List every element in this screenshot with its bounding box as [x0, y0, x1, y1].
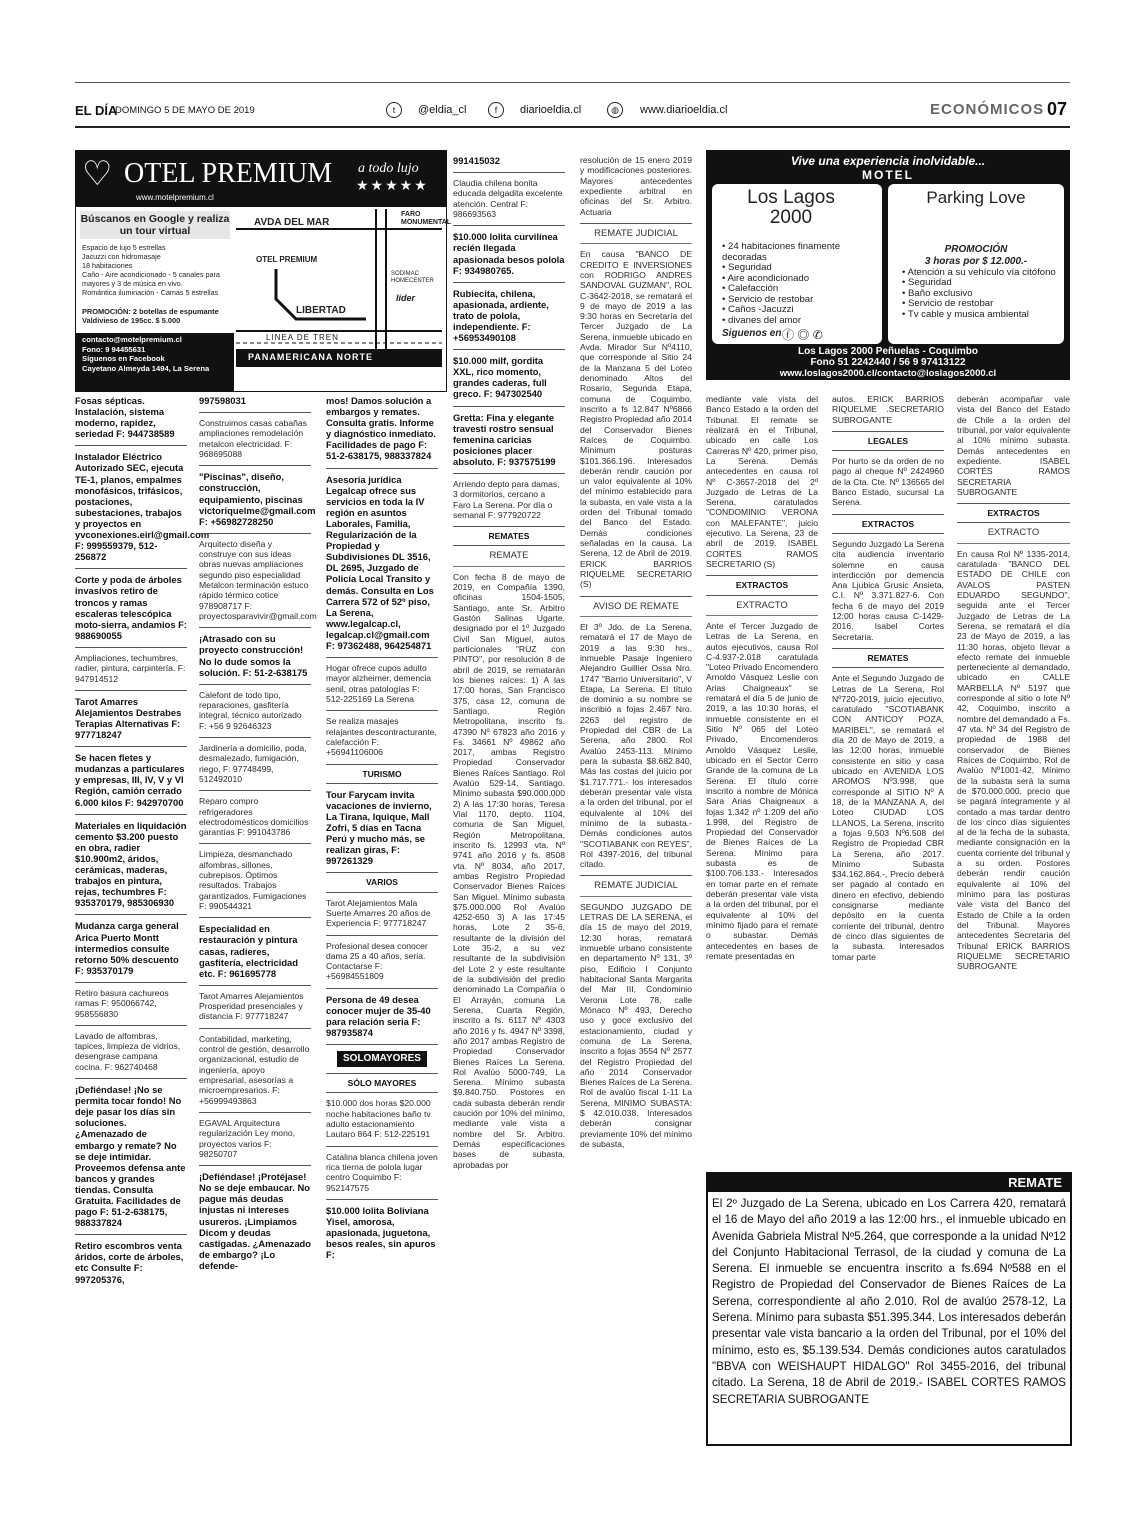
classified-ad: Construimos casas cabañas ampliaciones remodelación metalcon electricidad. F: 968695088 — [199, 413, 311, 466]
twitter-handle[interactable]: @eldia_cl — [418, 104, 467, 116]
twitter-icon: t — [386, 102, 402, 118]
section-heading-solo-mayores: SÓLO MAYORES — [326, 1074, 438, 1093]
classifieds-column-4 — [453, 150, 565, 1445]
map-label-sodimac: SODIMAC HOMECENTER — [391, 271, 434, 284]
classified-ad: ¡Defiéndase! ¡Protéjase! No se deje embaucar. No pague más deudas injustas ni intereses usureros. ¡Limpiamos Dicom y deudas castigadas. ¿Amenazado de embargo? ¡Lo defende- — [199, 1171, 312, 1271]
rating-stars: ★★★★★ — [356, 177, 429, 193]
section-heading-turismo: TURISMO — [326, 765, 438, 784]
google-tour-note: Búscanos en Google y realiza un tour virtual — [80, 213, 230, 237]
lagos-follow: Siguenos en — [722, 328, 782, 339]
legal-notice-text: En causa Rol Nº 1335-2014, caratulada "BANCO DEL ESTADO DE CHILE con AVALOS PASTEN EDUARDO SEGUNDO", seguida ante el Tercer Juzgado de Letras de La Serena, se rematará el día 23 de Mayo de 2019, a las 11:30 horas, objeto llevar a efecto remate del inmueble perteneciente al demandado, ubicado en CALLE MARBELLA Nº 5197 que corresponde al sitio o lote Nº 42, Coquimbo, inscrito a nombre del demandado a Fs. 47 vta. Nº 34 del Registro de propiedad de 1988 del conservador de Bienes Raíces de Coquimbo, Rol de Avalúo Nº1001-42, Mínimo de la subasta será la suma de $70.000.000, precio que se pagará íntegramente y al contado a mas tardar dentro de los cinco días siguientes al de la fecha de la subasta, mediante consignación en la cuenta corriente del tribunal y a su orden. Postores deberán rendir caución equivalente al 10% del mínimo para las posturas vale vista del Banco del Estado de Chile a la orden del Tribunal. Mayores antecedentes Secretaria del Tribunal ERICK BARRIOS RIQUELME SECRETARIO SUBROGANTE — [957, 548, 1070, 972]
location-map — [236, 209, 452, 389]
section-heading-extractos: EXTRACTOS — [706, 576, 818, 595]
classified-ad: EGAVAL Arquitectura regularización Ley mono, proyectos varios F: 98250707 — [199, 1113, 311, 1166]
whatsapp-icon[interactable]: ✆ — [812, 328, 823, 342]
section-heading-remates: REMATES — [453, 527, 565, 546]
classified-ad: Tarot Amarres Alejamientos Destrabes Terapias Alternativas F: 977718247 — [75, 691, 187, 747]
classified-ad: ¡Atrasado con su proyecto construcción! No lo dude somos la solución. F: 51-2-638175 — [199, 628, 311, 684]
map-label-faro: FARO MONUMENTAL — [401, 211, 452, 226]
motel-tagline: a todo lujo — [358, 161, 419, 176]
lagos-name: Los Lagos 2000 — [747, 187, 835, 228]
paper-name: EL DÍA — [75, 103, 118, 118]
map-label-lider: líder — [396, 293, 416, 303]
lagos-features: • 24 habitaciones finamente decoradas • Seguridad • Aire acondicionado • Calefacción • Servicio de restobar • Caños -Jacuzzi • divanes del amor — [722, 241, 841, 326]
legal-notice-text: SEGUNDO JUZGADO DE LETRAS DE LA SERENA, el día 15 de mayo del 2019, 12:30 horas, rematará inmueble urbano consistente en departamento Nº 131, 3º piso, Edificio I Conjunto habitacional Santa Margarita del Mar III, Condominio Verona Lote 78, calle Mónaco Nº 493, Derecho uso y goce exclusivo del estacionamiento, ciudad y comuna de La Serena, inscrito a fojas 3554 Nº 2577 del Registro Propiedad del año 2014 Conservador Bienes Raíces de La Serena. Rol de avalúo fiscal 1-11 La Serena, MINIMO SUBASTA: $ 42.010.038. Interesados deberán consignar previamente 10% del mínimo de subasta, — [580, 901, 692, 1150]
parking-name: Parking Love — [926, 188, 1026, 207]
classified-ad: Limpieza, desmanchado alfombras, sillones, cubrepisos. Óptimos resultados. Trabajos garantizados. Fumigaciones F: 990544321 — [199, 844, 311, 918]
parking-features: • Atención a su vehículo vía citófono • Seguridad • Baño exclusivo • Servicio de restobar • Tv cable y musica ambiental — [902, 267, 1056, 320]
classified-ad: Tour Farycam invita vacaciones de invierno, La Tirana, Iquique, Mall Zofri, 5 días en Tacna Perú y mucho más, se realizan giras, F: 997261329 — [326, 784, 438, 874]
lagos-phone: Fono 51 2242440 / 56 9 97413122 — [810, 357, 966, 368]
classified-ad: Claudia chilena bonita educada delgadita excelente atención. Central F: 986693563 — [453, 173, 565, 226]
notice-subheading: EXTRACTO — [706, 596, 818, 616]
legal-notice-text: Con fecha 8 de mayo de 2019, en Compañía 1390, oficinas 1504-1505, Santiago, ante Sr. Arbitro Gastón Salinas Ugarte, designado por el 1º Juzgado Civil San Miguel, autos particionales "RUZ con PINTO", por resolución 8 de abril de 2019, se rematarán los bienes raíces: 1) A las 17:00 horas, San Francisco 375, casa 12, comuna de Santiago, Región Metropolitana, inscrito fs. 47390 Nº 67823 año 2016 y Fs. 34661 Nº 49862 año 2017, ambas Registro Propiedad Conservador Bienes Raíces Santiago. Rol Avalúo 529-14, Santiago. Mínimo subasta $90.000.000 2) A las 17:30 horas, Teresa Vial 1170, depto. 1104, comuna de San Miguel, Región Metropolitana, inscrito fs. 12993 vta. Nº 9741 año 2016 y fs. 8508 vta. Nº 8034, año 2017, ambas Registro Propiedad Conservador Bienes Raíces San Miguel. Mínimo subasta $75.000.000 Rol Avalúo 4252-650 3) A las 17:45 horas, Lote 2 35-6, resultante de la división del Lote 35-2, a su vez resultante de la subdivisión del Lote 2 y este resultante de la subdivisión del predio denominado La Compañía o El Arrayán, comuna La Serena, Cuarta Región, inscrito a fs. 6117 Nº 4303 año 2016 y fs. 4947 Nº 3398, año 2017 ambas Registro de Propiedad Conservador Bienes Raíces La Serena. Rol Avalúo 5000-749, La Serena. Mínimo subasta $9.840.750. Postores en cada subasta deberán rendir caución por 10% del mínimo, mediante vale vista a nombre del Sr. Arbitro. Demás especificaciones bases de subasta, aprobadas por — [453, 571, 565, 1170]
page-number: 07 — [1047, 99, 1068, 119]
classified-ad: Retiro basura cachureos ramas F: 950066742, 958556830 — [75, 983, 187, 1026]
remate-box-text: El 2º Juzgado de La Serena, ubicado en Los Carrera 420, rematará el 16 de Mayo del año 2019 a las 12:00 hrs., el inmueble ubicado en Avenida Gabriela Mistral Nº5.264, que corresponde a la unidad Nº12 del Conjunto Habitacional Terrasol, de la ciudad y comuna de La Serena. El inmueble se encuentra inscrito a fs.694 Nº588 en el Registro de Propiedad del Conservador de Bienes Raíces de La Serena, correspondiente al año 2.010. Rol de avalúo 2578-12, La Serena. Mínimo para subasta $51.395.344. Los interesados deberán presentar vale vista bancario a la orden del Tribunal, por el 10% del mínimo, esto es, $5.139.534. Demás condiciones autos caratulados "BBVA con WEISHAUPT HIDALGO" Rol 3455-2016, del tribunal citado. La Serena, 18 de Abril de 2019.- ISABEL CORTES RAMOS SECRETARIA SUBROGANTE — [712, 1197, 1066, 1406]
classified-ad: "Piscinas", diseño, construcción, equipamiento, piscinas victoriquelme@gmail.com F: +56982728250 — [199, 466, 311, 533]
map-label-tren: LINEA DE TREN — [266, 333, 339, 342]
instagram-icon[interactable]: ◎ — [797, 328, 810, 342]
remate-box — [706, 1172, 1072, 1446]
motel-features: Espacio de lujo 5 estrellas Jacuzzi con hidromasaje 18 habitaciones Caño - Aire acondicionado - 5 canales para mayores y 3 de música en vivo. Romántica iluminación - Camas 5 estrellas — [82, 243, 220, 297]
legal-notice-text: El 3º Jdo. de La Serena, rematará el 17 de Mayo de 2019 a las 9:30 hrs., inmueble Pasaje Ingeniero Alejandro Guillier Ossa Nro. 1747 "Barrio Universitario", V Etapa, La Serena. El título de dominio a su nombre se inscribió a fojas 2.467 Nro. 2263 del registro de Propiedad del CBR de La Serena, año 2800. Rol Avalúo 2453-113. Mínimo para la subasta $8.682.840, Más las costas del juicio por $1.717.771.- los interesados deberán presentar vale vista a la orden del tribunal, por el equivalente al 10% del mínimo de la subasta.- Demás condiciones autos "SCOTIABANK con REYES", Rol 4397-2016, del tribunal citado. — [580, 617, 692, 877]
classified-ad: mos! Damos solución a embargos y remates. Consulta gratis. Informe y diagnóstico inmediato. Facilidades de pago F: 51-2-638175, 988337824 — [326, 390, 438, 469]
parking-promo-title: PROMOCIÓN — [944, 244, 1008, 255]
motel-promo: PROMOCIÓN: 2 botellas de espumante Valdivieso de 195cc. $ 5.000 — [82, 307, 219, 325]
facebook-icon[interactable]: ⓕ — [782, 328, 795, 342]
classified-ad: Contabilidad, marketing, control de gestión, desarrollo organizacional, estudio de ingeniería, apoyo empresarial, asesorías a microempresarios. F: +56999493863 — [199, 1029, 311, 1113]
classified-ad: Rubiecita, chilena, apasionada, ardiente, trato de polola, independiente. F: +56953490108 — [453, 283, 565, 350]
classifieds-column-1 — [75, 390, 210, 1445]
legal-notice-text: resolución de 15 enero 2019 y modificaciones posteriores. Mayores antecedentes expediente arbitral en oficinas del Sr. Arbitro. Actuaria — [580, 150, 692, 224]
classified-ad: $10.000 lolita Boliviana Yisel, amorosa, apasionada, juguetona, besos reales, sin apuros F: — [326, 1204, 436, 1261]
classified-ad: 991415032 — [453, 150, 565, 173]
classified-ad: Arriendo depto para damas, 3 dormitorios, cercano a Faro La Serena. Por día o semanal F: 977920722 — [453, 474, 565, 527]
section-heading-extractos: EXTRACTOS — [832, 515, 944, 534]
issue-date: DOMINGO 5 DE MAYO DE 2019 — [115, 105, 255, 116]
section-name: ECONÓMICOS — [930, 101, 1045, 118]
notice-subheading: EXTRACTO — [957, 523, 1070, 543]
classified-ad: Ampliaciones, techumbres, radier, pintura, carpintería. F: 947914512 — [75, 648, 187, 691]
legal-notice-text: deberán acompañar vale vista del Banco del Estado de Chile a la orden del tribunal, por valor equivalente al 10% mínimo subasta. Demás antecedentes en expediente. ISABEL CORTÉS RAMOS SECRETARIA SUBROGANTE — [957, 392, 1070, 504]
classified-ad: $10.000 dos horas $20.000 noche habitaciones baño tv adulto estacionamiento Lautaro 864 F: 512-225191 — [326, 1093, 438, 1146]
legal-notice-text: Por hurto se da orden de no pago al cheque Nº 2424960 de la Cta. Cte. Nº 136565 del Banco Estado, sucursal La Serena. — [832, 451, 944, 515]
legal-column-6 — [706, 392, 818, 1144]
remate-box-title: REMATE — [1008, 1175, 1062, 1190]
legal-notice-text: Segundo Juzgado La Serena cita audiencia inventario solemne en causa interdicción por demencia Ana Ljubica Grusic Ansieta, C.I. Nº 3.371.827-6. Con fecha 6 de mayo del 2019 12:00 horas causa C-1429-2016. Isabel Cortes Secretaria. — [832, 534, 944, 649]
classified-ad: Retiro escombros venta áridos, corte de árboles, etc Consulte F: 997205376, — [75, 1240, 184, 1285]
facebook-page[interactable]: diarioeldia.cl — [520, 104, 582, 116]
classified-ad: Instalador Eléctrico Autorizado SEC, ejecuta TE-1, planos, empalmes monofásicos, trifásicos, postaciones, subestaciones, trabajos y proyectos en yvconexiones.eirl@gmail.com F: 999559379, 512-256872 — [75, 446, 187, 569]
lagos-address: Los Lagos 2000 Peñuelas - Coquimbo — [797, 346, 979, 357]
lagos-web[interactable]: www.loslagos2000.cl/contacto@loslagos2000.cl — [779, 368, 997, 379]
map-label-libertad: LIBERTAD — [296, 305, 346, 316]
notice-subheading: AVISO DE REMATE — [580, 597, 692, 617]
classified-ad: Materiales en liquidación cemento $3.200 puesto en obra, radier $10.900m2, áridos, cerámicas, maderas, trabajos en pintura, rejas, techumbres F: 935370179, 985306930 — [75, 815, 187, 916]
legal-notice-text: En causa "BANCO DE CREDITO E INVERSIONES con RODRIGO ANDRES SANDOVAL GUZMAN", ROL C-3642-2018, se rematará el 9 de mayo de 2019 a las 9:30 horas en Secretaría del Tercer Juzgado de La Serena, inmueble ubicado en Avda. Mirador Sur Nº4110, que corresponde al Sitio 24 de la Manzana 5 del Loteo denominado Altos del Rosario, Segunda Etapa, comuna de Coquimbo, inscrito a fs 12.847 Nº6866 Registro Propiedad año 2014 del Conservador Bienes Raíces de Coquimbo. Mínimum posturas $101.366.196. Interesados deberán rendir caución por un valor equivalente al 10% del mínimo establecido para la subasta, en vale vista a la orden del Tribunal tomado del Banco del Estado. Demás condiciones señaladas en la causa. La Serena, 12 de Abril de 2019. ERICK BARRIOS RIQUELME SECRETARIO (S) — [580, 244, 692, 596]
classified-ad: Se realiza masajes relajantes descontracturante, calefacción F: +56941106006 — [326, 711, 438, 764]
classified-ad: Jardinería a domicilio, poda, desmalezado, fumigación, riego, F: 97748499, 512492010 — [199, 738, 311, 791]
classified-ad: Profesional desea conocer dama 25 a 40 años, seria. Contactarse F: +56984551809 — [326, 936, 438, 989]
classified-ad: Corte y poda de árboles invasivos retiro de troncos y ramas escaleras telescópica moto-sierra, andamios F: 988690055 — [75, 569, 187, 648]
classified-ad: Persona de 49 desea conocer mujer de 35-40 para relación seria F: 987935874 — [326, 989, 438, 1045]
classified-ad: $10.000 lolita curvilínea recién llegada apasionada besos polola F: 934980765. — [453, 226, 565, 282]
classified-ad: $10.000 milf, gordita XXL, rico momento, grandes caderas, full greco. F: 947302540 — [453, 350, 565, 406]
classified-ad: Gretta: Fina y elegante travesti rostro sensual femenina caricias posiciones placer absoluto. F: 937575199 — [453, 407, 565, 474]
classified-ad: Fosas sépticas. Instalación, sistema moderno, rapidez, seriedad F: 944738589 — [75, 390, 187, 446]
classified-ad: Calefont de todo tipo, reparaciones, gasfitería integral, técnico autorizado F: +56 9 92646323 — [199, 685, 311, 738]
website-link[interactable]: www.diarioeldia.cl — [640, 104, 728, 116]
notice-subheading: REMATE JUDICIAL — [580, 876, 692, 896]
legal-column-8 — [957, 392, 1070, 1144]
notice-subheading: REMATE JUDICIAL — [580, 224, 692, 244]
lagos-motel-label: MOTEL — [862, 168, 914, 182]
los-lagos-ad — [706, 150, 1070, 380]
classified-ad: Catalina blanca chilena joven rica tierna de polola lugar centro Coquimbo F: 952147575 — [326, 1147, 438, 1200]
legal-notice-text: Ante el Segundo Juzgado de Letras de La Serena, Rol Nº720-2019, juicio ejecutivo, caratulado "SCOTIABANK CON ANTICOY POZA, MARIBEL", se rematará el día 20 de Mayo de 2019, a las 12:00 horas, inmueble consistente en sitio y casa ubicado en AVENIDA LOS AROMOS Nº3.998, que corresponde al SITIO Nº A 18, de la MANZANA A, del Loteo CIUDAD LOS LLANOS, La Serena, inscrito a fojas 9.503 Nº6.508 del Registro de Propiedad CBR La Serena, año 2017. Mínimo Subasta $34.162.864.-, Precio deberá ser pagado al contado en dinero en efectivo, debiendo consignarse mediante depósito en la cuenta corriente del tribunal, dentro de cinco días siguientes de la subasta. Interesados tomar parte — [832, 673, 944, 962]
section-heading-varios: VARIOS — [326, 873, 438, 892]
lagos-headline: Vive una experiencia inolvidable... — [790, 154, 986, 168]
page-header — [75, 100, 1070, 122]
classified-ad: ¡Defiéndase! ¡No se permita tocar fondo! No deje pasar los días sin soluciones. ¿Amenazado de embargo y remate? No se deje intimidar. Proveemos defensa ante bancos y grandes tiendas. Consulta Gratuita. Facilidades de pago F: 51-2-638175, 988337824 — [75, 1079, 187, 1235]
legal-column-7 — [832, 392, 944, 1144]
classified-ad: 997598031 — [199, 390, 311, 413]
classifieds-column-2 — [199, 390, 317, 1445]
parking-promo: 3 horas por $ 12.000.- — [924, 256, 1028, 267]
legal-notice-text: Ante el Tercer Juzgado de Letras de La Serena, en autos ejecutivos, causa Rol C-4.937-2.018 caratulada "Loteo Privado Encomendero Arnoldo Vásquez Leslie con Arias Chaigneaux" se rematará el día 5 de junio de 2019, a las 10:30 horas, el inmueble consistente en el Sitio Nº 065 del Loteo Privado, Encomenderos Arnoldo Vásquez Leslie, ubicado en el Sector Cerro Grande de la comuna de La Serena. El título corre inscrito a nombre de Mónica Sara Arias Chaigneaux a fojas 1.342 nº 1.209 del año 1.998, del Registro de Propiedad del Conservador de Bienes Raíces de La Serena. Mínimo para subasta es de $100.706.133.- Interesados en tomar parte en el remate deberán presentar vale vista a la orden del tribunal, por el equivalente al 10% del mínimo fijado para el remate o subastar. Demás antecedentes en bases de remate presentadas en — [706, 620, 818, 961]
classified-ad: Hogar ofrece cupos adulto mayor alzheimer, demencia senil, otras patologías F: 512-225169 La Serena — [326, 658, 438, 711]
map-label-motel: OTEL PREMIUM — [256, 255, 318, 264]
classified-ad: Reparo compro refrigeradores electrodomésticos domicilios garantías F: 991043786 — [199, 791, 311, 844]
legal-notice-text: autos. ERICK BARRIOS RIQUELME .SECRETARIO SUBROGANTE — [832, 392, 944, 432]
social-icons[interactable] — [782, 326, 823, 343]
section-heading-legales: LEGALES — [832, 432, 944, 451]
classified-ad: Se hacen fletes y mudanzas a particulares y empresas, III, IV, V y VI Región, camión cerrado 6.000 kilos F: 942970700 — [75, 747, 187, 814]
heart-logo-icon: ♡ — [82, 155, 113, 193]
classified-ad: Especialidad en restauración y pintura casas, radieres, gasfitería, electricidad etc. F: 961695778 — [199, 918, 311, 985]
notice-subheading: REMATE — [453, 546, 565, 566]
solomayores-badge: SOLOMAYORES — [337, 1051, 427, 1067]
section-heading-extractos: EXTRACTOS — [957, 504, 1070, 523]
motel-name: OTEL PREMIUM — [124, 158, 333, 189]
motel-contact: contacto@motelpremium.cl Fono: 9 94455631 Síguenos en Facebook Cayetano Almeyda 1494, La Serena — [82, 335, 210, 373]
map-label-avda-mar: AVDA DEL MAR — [254, 217, 330, 228]
section-heading-remates: REMATES — [832, 649, 944, 668]
facebook-icon: f — [488, 102, 504, 118]
classified-ad: Lavado de alfombras, tapices, limpieza de vidrios, desengrase campana cocina. F: 962740468 — [75, 1026, 187, 1079]
motel-premium-ad — [75, 150, 452, 392]
classified-ad: Mudanza carga general Arica Puerto Montt intermedios consulte retorno 50% descuento F: 935370179 — [75, 915, 187, 982]
map-label-panamericana: PANAMERICANA NORTE — [248, 352, 373, 362]
legal-column-5 — [580, 150, 692, 1445]
classified-ad: Tarot Amarres Alejamientos Prosperidad presenciales y distancia F: 977718247 — [199, 986, 311, 1029]
classified-ad: Arquitecto diseña y construye con sus ideas obras nuevas ampliaciones segundo piso especialidad Metalcon terminación estuco rápido térmico cotice 978908717 F: proyectosparavivir@gmail.com — [199, 534, 311, 629]
classified-ad: Asesoría jurídica Legalcap ofrece sus servicios en toda la IV región en asuntos Laborales, Familia, Regularización de la Propiedad y Subdivisiones DL 3516, DL 2695, Juzgado de Policía Local Transito y demás. Consulta en Los Carrera 572 of 52º piso, La Serena, www.legalcap.cl, legalcap.cl@gmail.com F: 97362488, 964254871 — [326, 469, 438, 659]
motel-url[interactable]: www.motelpremium.cl — [136, 193, 214, 202]
classified-ad: Tarot Alejamientos Mala Suerte Amarres 20 años de Experiencia F: 977718247 — [326, 893, 438, 936]
legal-notice-text: mediante vale vista del Banco Estado a la orden del Tribunal. El remate se realizará en el Tribunal, ubicado en calle Los Carreras Nº 420, primer piso, La Serena. Demás antecedentes en causa rol Nº C-3657-2018 del 2º Juzgado de Letras de La Serena, caratulados "CONDOMINIO VERONA con MALEFANTE", juicio ejecutivo. La Serena, 23 de abril de 2019. ISABEL CORTES RAMOS SECRETARIO (S) — [706, 392, 818, 576]
globe-icon: ◍ — [607, 102, 623, 118]
classifieds-column-3 — [326, 390, 438, 1445]
